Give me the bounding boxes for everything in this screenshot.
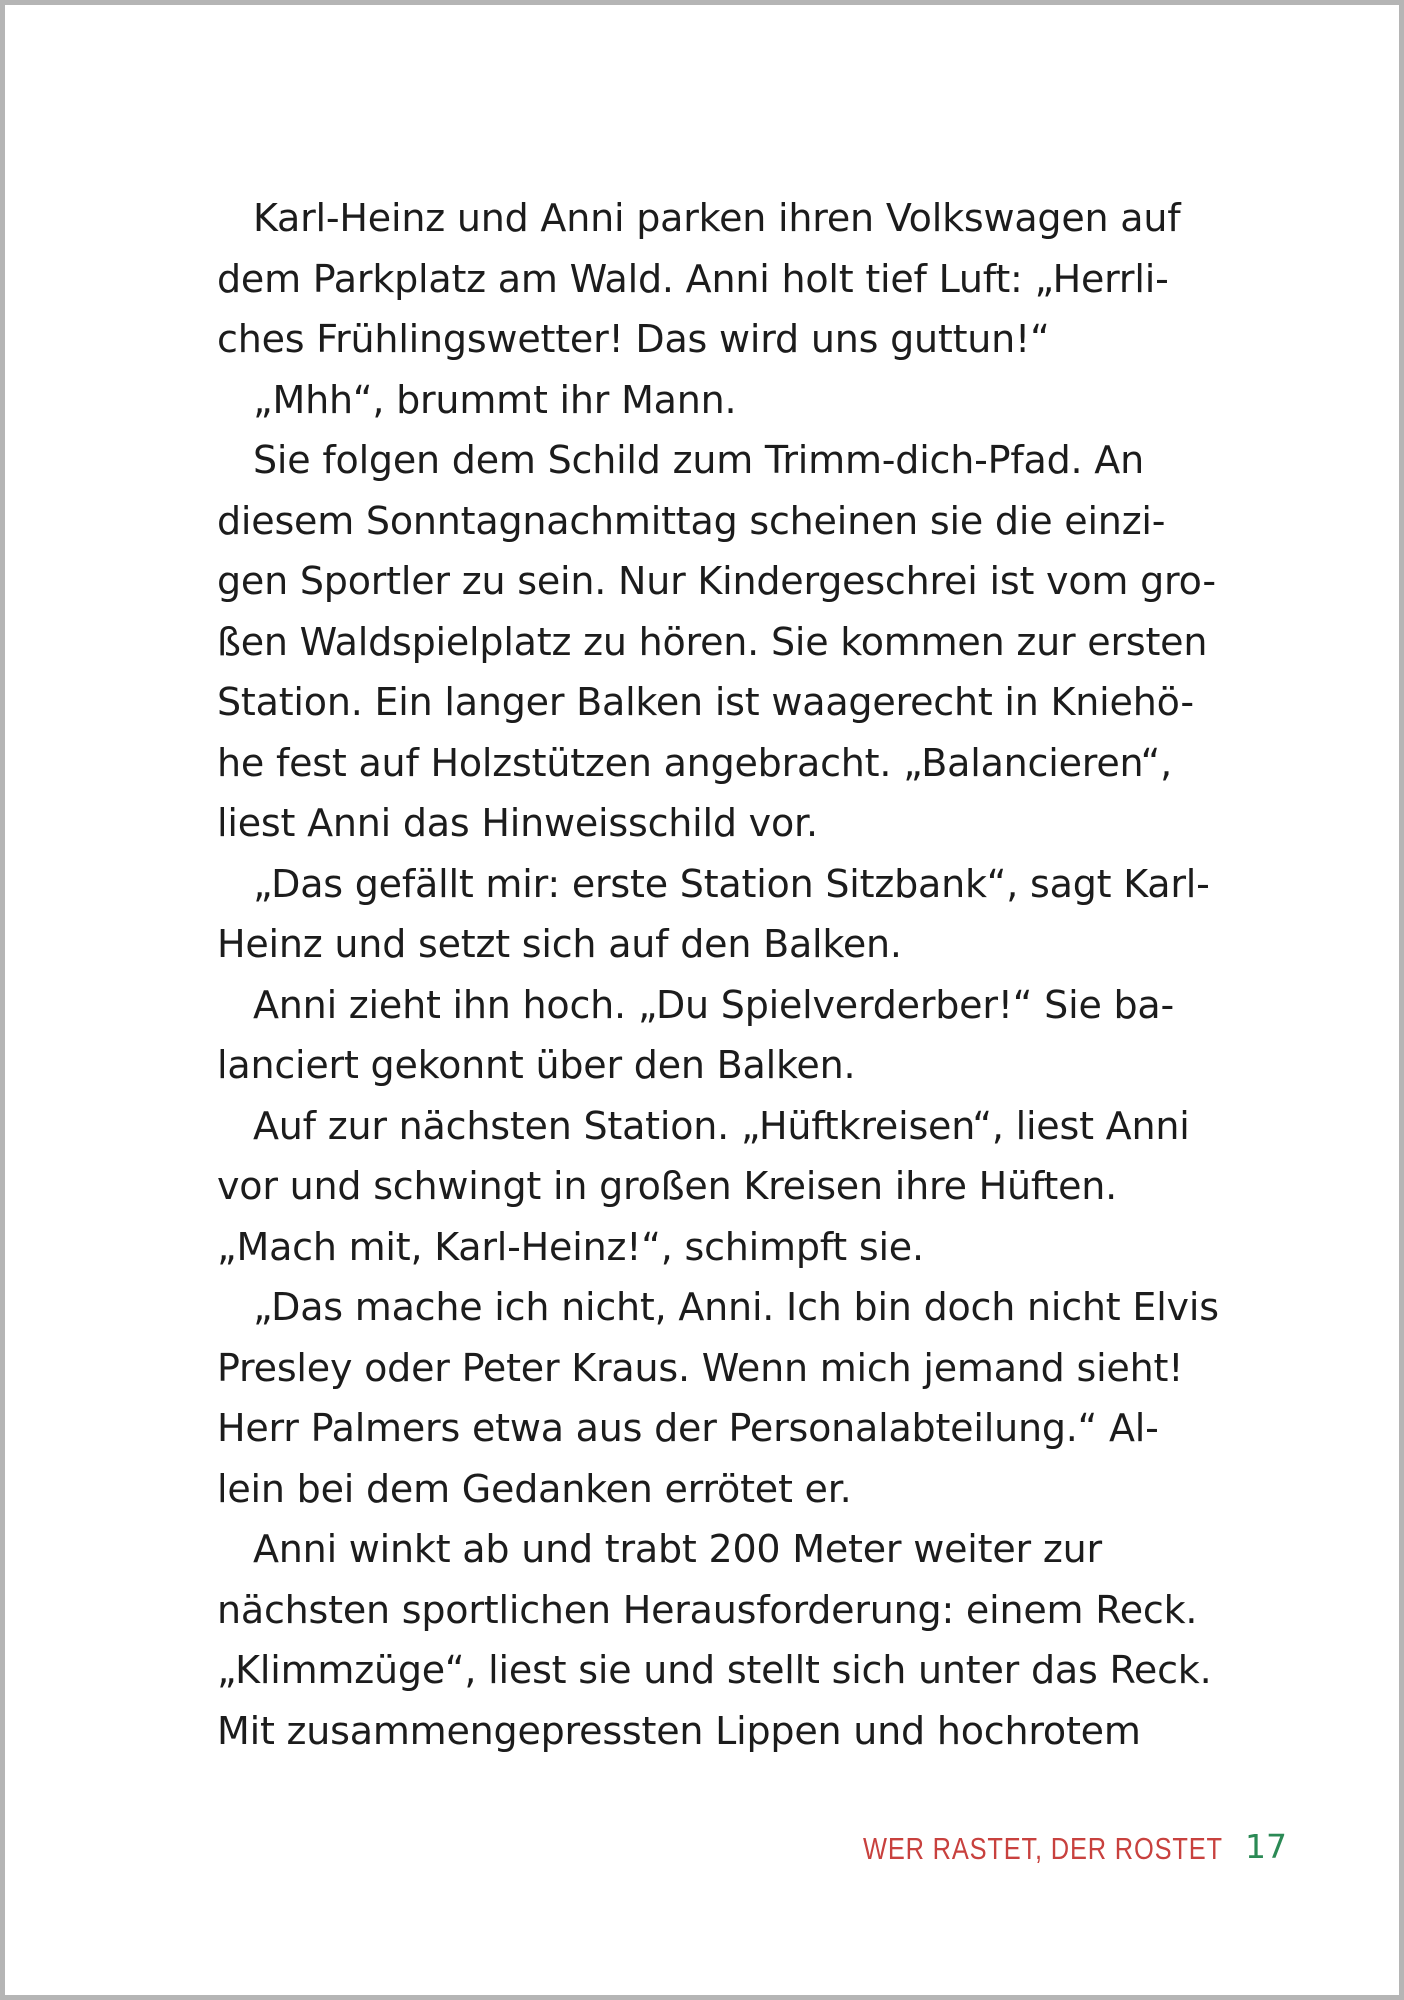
text-line: ßen Waldspielplatz zu hören. Sie kommen zur ersten bbox=[217, 619, 1208, 664]
text-line: Mit zusammengepressten Lippen und hochrotem bbox=[217, 1708, 1141, 1753]
text-line: Auf zur nächsten Station. „Hüftkreisen“, liest Anni bbox=[253, 1103, 1190, 1148]
text-line: Sie folgen dem Schild zum Trimm-dich-Pfad. An bbox=[253, 438, 1144, 482]
page-number: 17 bbox=[1245, 1827, 1287, 1866]
text-line: „Mach mit, Karl-Heinz!“, schimpft sie. bbox=[217, 1224, 924, 1269]
text-line: lanciert gekonnt über den Balken. bbox=[217, 1043, 856, 1087]
text-line: diesem Sonntagnachmittag scheinen sie die einzi- bbox=[217, 498, 1166, 543]
text-line: „Das mache ich nicht, Anni. Ich bin doch nicht Elvis bbox=[253, 1285, 1219, 1329]
text-line: dem Parkplatz am Wald. Anni holt tief Luft: „Herrli- bbox=[217, 256, 1169, 301]
text-line: Heinz und setzt sich auf den Balken. bbox=[217, 922, 902, 966]
text-line: gen Sportler zu sein. Nur Kindergeschrei ist vom gro- bbox=[217, 559, 1216, 603]
text-line: „Das gefällt mir: erste Station Sitzbank“, sagt Karl- bbox=[253, 861, 1210, 906]
text-line: ches Frühlingswetter! Das wird uns guttun!“ bbox=[217, 317, 1050, 361]
text-line: Anni winkt ab und trabt 200 Meter weiter zur bbox=[253, 1527, 1102, 1571]
text-line: Karl-Heinz und Anni parken ihren Volkswagen auf bbox=[253, 196, 1181, 240]
text-line: lein bei dem Gedanken errötet er. bbox=[217, 1466, 852, 1511]
text-line: Presley oder Peter Kraus. Wenn mich jemand sieht! bbox=[217, 1345, 1184, 1390]
body-text bbox=[217, 188, 1217, 1761]
text-line: Station. Ein langer Balken ist waagerecht in Kniehö- bbox=[217, 680, 1194, 724]
text-line: vor und schwingt in großen Kreisen ihre Hüften. bbox=[217, 1164, 1118, 1208]
text-line: liest Anni das Hinweisschild vor. bbox=[217, 801, 818, 845]
text-line: nächsten sportlichen Herausforderung: einem Reck. bbox=[217, 1587, 1198, 1632]
text-line: „Klimmzüge“, liest sie und stellt sich unter das Reck. bbox=[217, 1648, 1212, 1692]
text-line: Herr Palmers etwa aus der Personalabteilung.“ Al- bbox=[217, 1406, 1159, 1450]
text-line: „Mhh“, brummt ihr Mann. bbox=[253, 377, 737, 422]
text-line: Anni zieht ihn hoch. „Du Spielverderber!“ Sie ba- bbox=[253, 982, 1175, 1027]
running-head: WER RASTET, DER ROSTET bbox=[863, 1831, 1223, 1866]
text-line: he fest auf Holzstützen angebracht. „Balancieren“, bbox=[217, 740, 1173, 785]
